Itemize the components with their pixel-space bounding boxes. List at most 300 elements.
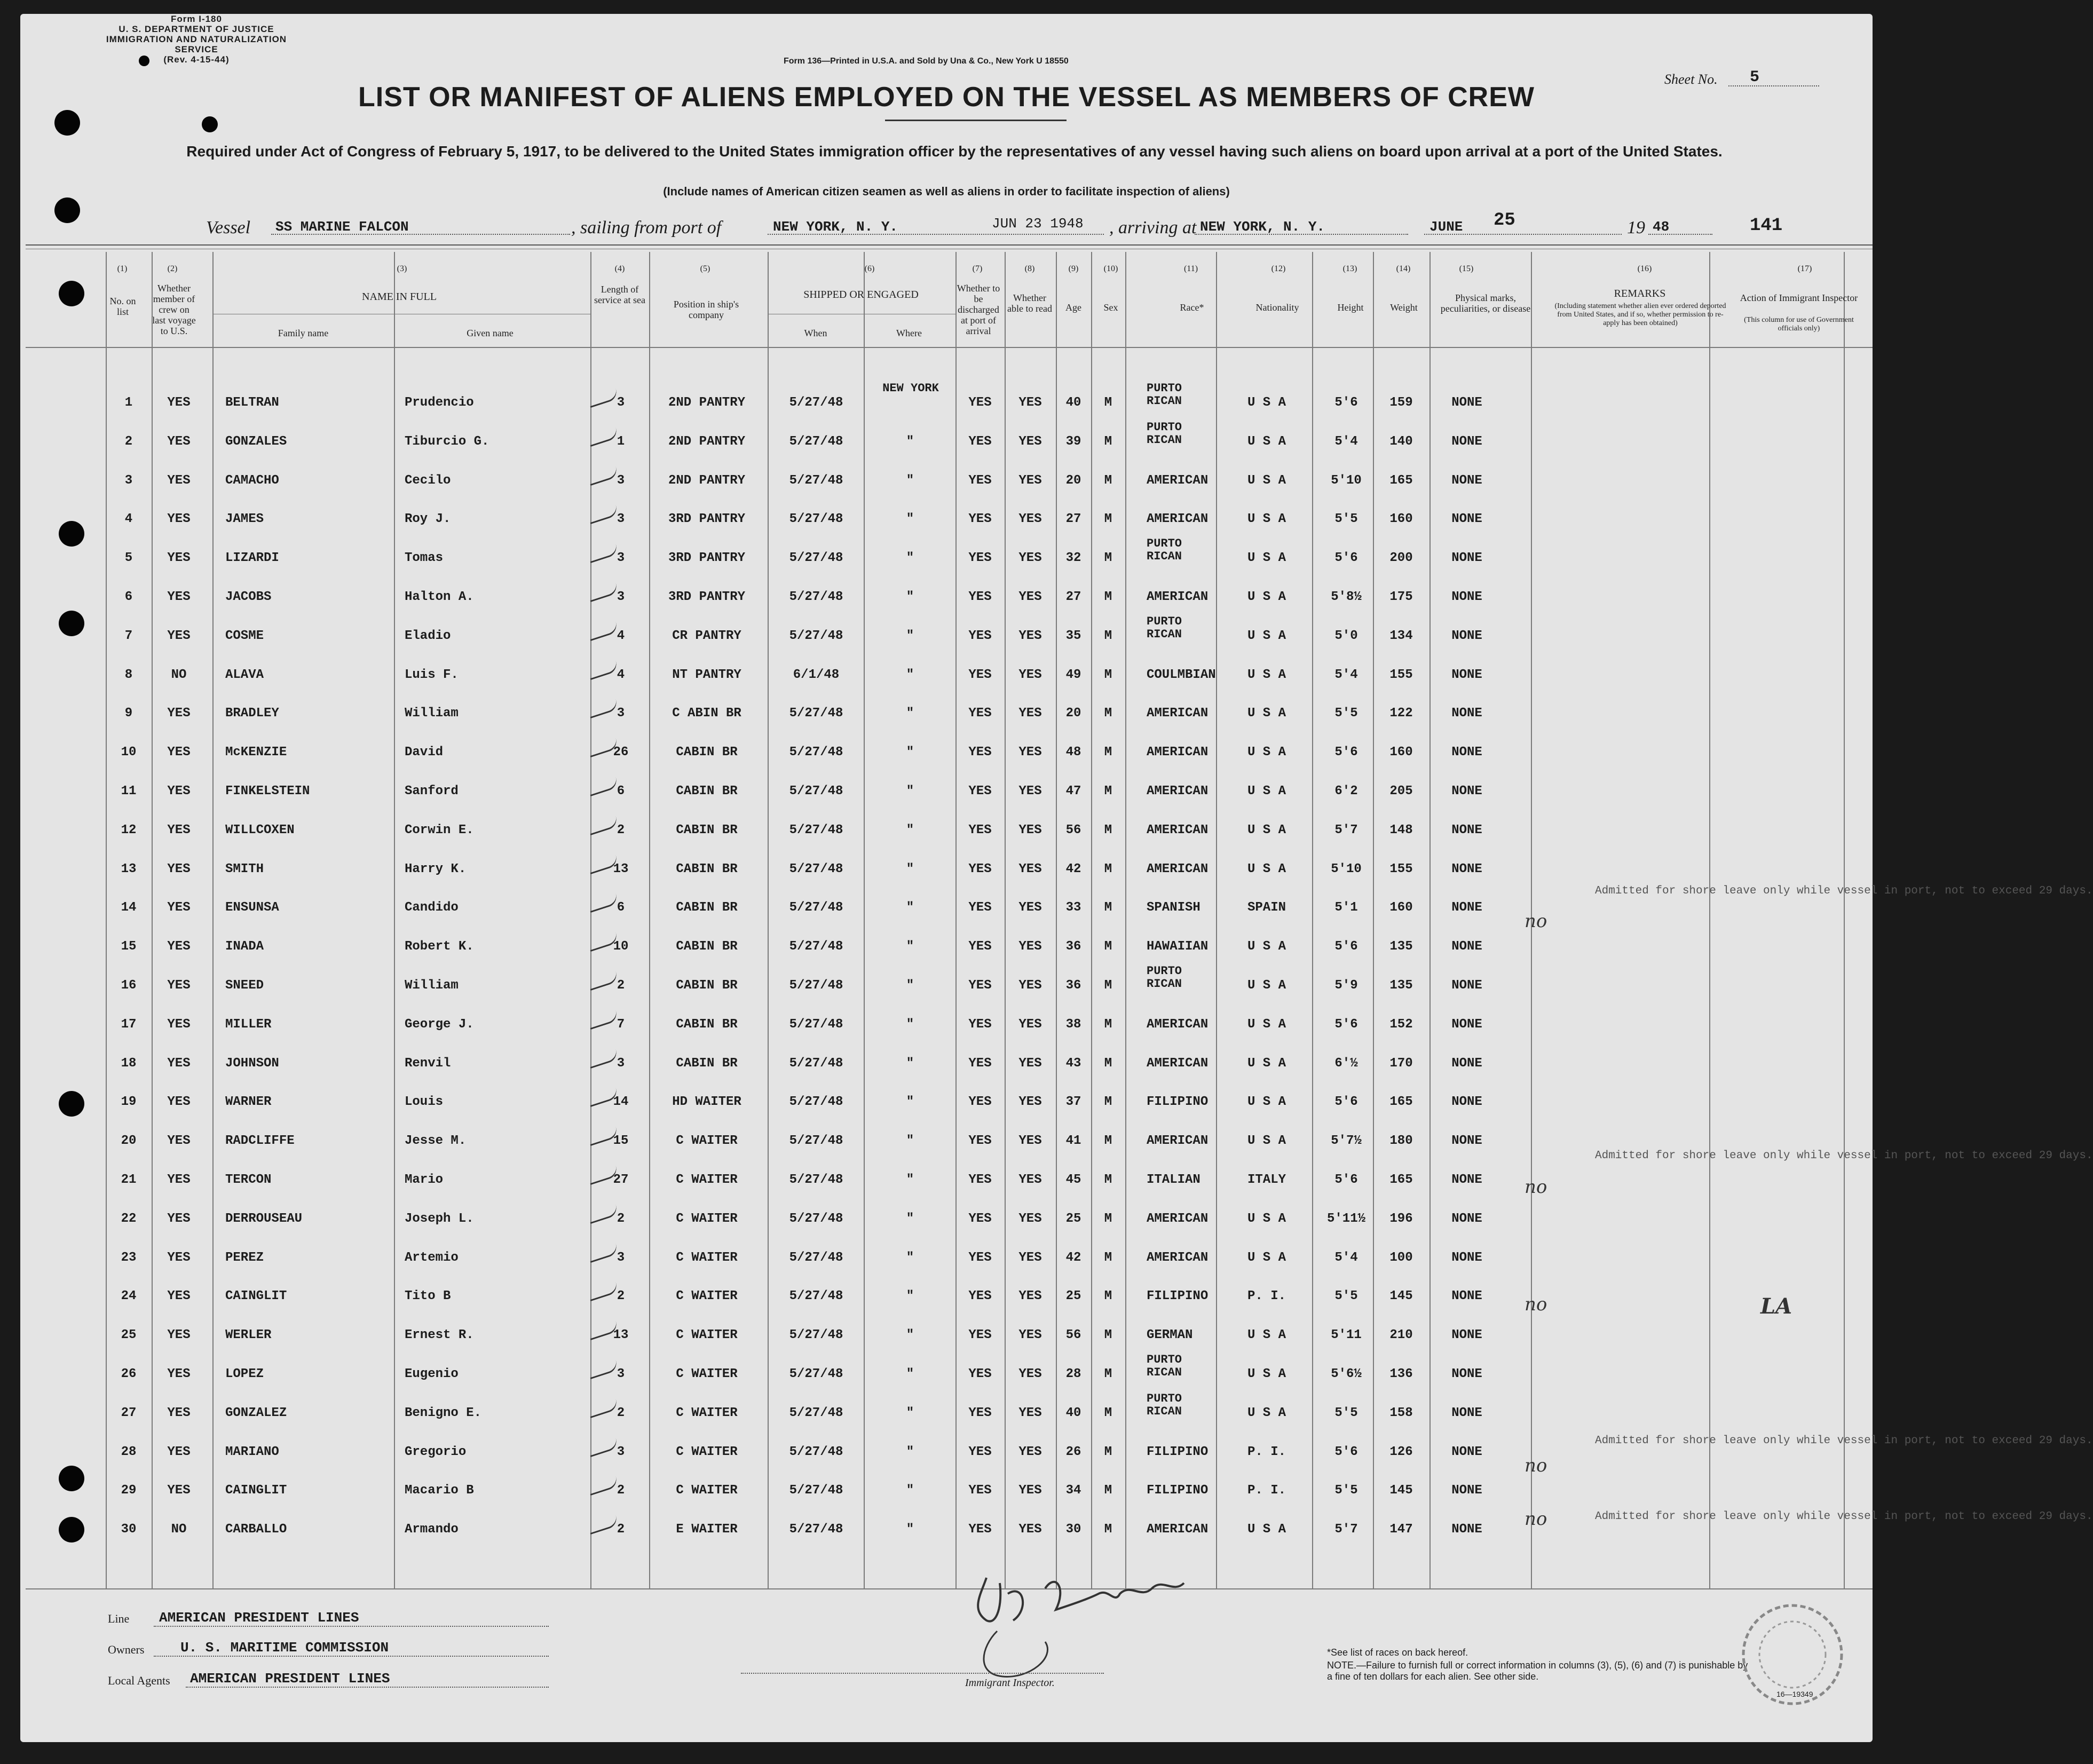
cell-crew: YES [167, 590, 191, 604]
cell-where: " [906, 1483, 914, 1498]
cell-position: C WAITER [676, 1367, 738, 1381]
grid-vline [152, 252, 153, 1588]
vessel-dotline [271, 234, 570, 235]
cell-position: C WAITER [676, 1289, 738, 1304]
cell-when: 5/27/48 [789, 1367, 843, 1381]
cell-service: 14 [613, 1095, 629, 1110]
cell-crew: YES [167, 1211, 191, 1226]
cell-phys: NONE [1451, 1367, 1482, 1381]
cell-given: Prudencio [405, 395, 474, 410]
col-num-11: (11) [1183, 264, 1198, 273]
cell-height: 5'10 [1331, 861, 1362, 876]
owners-dotline [154, 1656, 549, 1657]
cell-read: YES [1018, 822, 1042, 837]
cell-family: MARIANO [225, 1444, 279, 1459]
cell-nat: U S A [1247, 706, 1286, 721]
cell-given: Macario B [405, 1483, 474, 1498]
cell-position: 2ND PANTRY [668, 395, 746, 410]
line-value: AMERICAN PRESIDENT LINES [159, 1610, 359, 1626]
cell-height: 6'2 [1334, 784, 1358, 798]
cell-nat: U S A [1247, 1328, 1286, 1343]
cell-sex: M [1104, 784, 1112, 798]
cell-read: YES [1018, 1405, 1042, 1420]
cell-nat: U S A [1247, 1134, 1286, 1149]
cell-given: Artemio [405, 1250, 459, 1265]
cell-age: 47 [1065, 784, 1081, 798]
cell-family: TERCON [225, 1173, 272, 1187]
cell-disch: YES [968, 1134, 992, 1149]
cell-phys: NONE [1451, 1211, 1482, 1226]
cell-family: WARNER [225, 1095, 272, 1110]
cell-height: 5'6 [1334, 395, 1358, 410]
hdr-nationality: Nationality [1255, 302, 1299, 313]
cell-race: AMERICAN [1147, 861, 1209, 876]
cell-crew: YES [167, 628, 191, 643]
cell-weight: 147 [1389, 1522, 1413, 1537]
cell-when: 5/27/48 [789, 939, 843, 954]
cell-where: " [906, 1289, 914, 1304]
agents-dotline [186, 1687, 549, 1688]
action-mark-24: LA [1760, 1294, 1792, 1319]
cell-height: 5'6 [1334, 939, 1358, 954]
cell-position: NT PANTRY [672, 667, 741, 682]
cell-race: PURTO RICAN [1147, 614, 1182, 641]
cell-read: YES [1018, 1483, 1042, 1498]
cell-position: E WAITER [676, 1522, 738, 1537]
cell-read: YES [1018, 551, 1042, 566]
cell-service: 3 [617, 706, 625, 721]
col-num-15: (15) [1459, 264, 1474, 273]
cell-nat: U S A [1247, 1056, 1286, 1071]
cell-crew: YES [167, 1250, 191, 1265]
grid-vline [864, 252, 865, 1588]
cell-phys: NONE [1451, 1056, 1482, 1071]
cell-race: FILIPINO [1147, 1095, 1209, 1110]
cell-sex: M [1104, 939, 1112, 954]
cell-age: 27 [1065, 512, 1081, 527]
cell-age: 41 [1065, 1134, 1081, 1149]
cell-crew: YES [167, 745, 191, 760]
cell-age: 56 [1065, 822, 1081, 837]
cell-when: 5/27/48 [789, 745, 843, 760]
cell-service: 2 [617, 1289, 625, 1304]
cell-disch: YES [968, 1444, 992, 1459]
cell-position: C WAITER [676, 1134, 738, 1149]
cell-age: 30 [1065, 1522, 1081, 1537]
cell-sex: M [1104, 434, 1112, 449]
col-num-7: (7) [972, 264, 983, 273]
cell-nat: P. I. [1247, 1444, 1286, 1459]
service-name: IMMIGRATION AND NATURALIZATION SERVICE [106, 34, 287, 54]
cell-family: SMITH [225, 861, 264, 876]
cell-height: 5'11 [1331, 1328, 1362, 1343]
cell-given: Tomas [405, 551, 444, 566]
cell-where: " [906, 667, 914, 682]
hdr-when: When [804, 328, 827, 338]
cell-sex: M [1104, 1095, 1112, 1110]
cell-phys: NONE [1451, 745, 1482, 760]
cell-weight: 160 [1389, 900, 1413, 915]
owners-label: Owners [108, 1643, 145, 1656]
hdr-no-on-list: No. on list [109, 296, 136, 317]
cell-sex: M [1104, 1250, 1112, 1265]
cell-where: " [906, 706, 914, 721]
cell-weight: 145 [1389, 1289, 1413, 1304]
col-num-14: (14) [1396, 264, 1411, 273]
cell-no: 13 [121, 861, 137, 876]
cell-nat: U S A [1247, 473, 1286, 488]
cell-where: " [906, 590, 914, 604]
cell-sex: M [1104, 1367, 1112, 1381]
cell-given: Louis [405, 1095, 444, 1110]
cell-height: 5'6 [1334, 551, 1358, 566]
hdr-physical: Physical marks, peculiarities, or disease [1440, 292, 1531, 314]
cell-phys: NONE [1451, 628, 1482, 643]
cell-when: 5/27/48 [789, 473, 843, 488]
cell-position: CABIN BR [676, 861, 738, 876]
grid-vline [394, 252, 395, 1588]
cell-where: " [906, 939, 914, 954]
cell-disch: YES [968, 1173, 992, 1187]
cell-weight: 160 [1389, 512, 1413, 527]
cell-where: " [906, 1405, 914, 1420]
cell-height: 5'5 [1334, 1289, 1358, 1304]
cell-sex: M [1104, 861, 1112, 876]
cell-when: 5/27/48 [789, 551, 843, 566]
cell-no: 25 [121, 1328, 137, 1343]
cell-weight: 205 [1389, 784, 1413, 798]
cell-crew: YES [167, 1134, 191, 1149]
cell-read: YES [1018, 784, 1042, 798]
cell-race: COULMBIAN [1147, 667, 1216, 682]
cell-race: AMERICAN [1147, 1056, 1209, 1071]
cell-age: 49 [1065, 667, 1081, 682]
cell-read: YES [1018, 473, 1042, 488]
cell-service: 13 [613, 861, 629, 876]
cell-race: PURTO RICAN [1147, 382, 1182, 408]
cell-sex: M [1104, 1405, 1112, 1420]
cell-position: 3RD PANTRY [668, 512, 746, 527]
cell-phys: NONE [1451, 512, 1482, 527]
grid-vline [1216, 252, 1217, 1588]
cell-phys: NONE [1451, 1328, 1482, 1343]
cell-where: " [906, 1095, 914, 1110]
cell-where: " [906, 1367, 914, 1381]
cell-weight: 152 [1389, 1017, 1413, 1032]
cell-position: CABIN BR [676, 784, 738, 798]
grid-vline [955, 252, 957, 1588]
col-num-16: (16) [1637, 264, 1652, 273]
cell-position: C WAITER [676, 1173, 738, 1187]
punch-hole [54, 110, 80, 136]
cell-sex: M [1104, 1289, 1112, 1304]
date-dotline [1424, 234, 1622, 235]
sheet-label: Sheet No. [1664, 72, 1718, 87]
cell-family: McKENZIE [225, 745, 287, 760]
cell-read: YES [1018, 939, 1042, 954]
cell-family: ENSUNSA [225, 900, 279, 915]
cell-height: 5'6 [1334, 1444, 1358, 1459]
cell-family: JACOBS [225, 590, 272, 604]
cell-no: 30 [121, 1522, 137, 1537]
cell-crew: YES [167, 395, 191, 410]
cell-position: 2ND PANTRY [668, 434, 746, 449]
cell-when: 5/27/48 [789, 822, 843, 837]
cell-weight: 145 [1389, 1483, 1413, 1498]
arrival-month: JUNE [1429, 219, 1463, 235]
cell-no: 14 [121, 900, 137, 915]
remark-no-14: no [1525, 911, 1547, 932]
cell-where: " [906, 512, 914, 527]
cell-service: 13 [613, 1328, 629, 1343]
cell-service: 3 [617, 551, 625, 566]
races-note: *See list of races on back hereof. [1327, 1647, 1468, 1658]
col-num-9: (9) [1068, 264, 1079, 273]
cell-service: 15 [613, 1134, 629, 1149]
cell-read: YES [1018, 1367, 1042, 1381]
grid-vline [1005, 252, 1006, 1588]
cell-weight: 126 [1389, 1444, 1413, 1459]
cell-sex: M [1104, 1444, 1112, 1459]
cell-given: Joseph L. [405, 1211, 474, 1226]
cell-weight: 170 [1389, 1056, 1413, 1071]
cell-race: AMERICAN [1147, 706, 1209, 721]
cell-when: 5/27/48 [789, 1405, 843, 1420]
cell-no: 24 [121, 1289, 137, 1304]
cell-nat: U S A [1247, 784, 1286, 798]
cell-where: " [906, 1328, 914, 1343]
cell-no: 4 [124, 512, 133, 527]
cell-phys: NONE [1451, 1017, 1482, 1032]
cell-phys: NONE [1451, 1444, 1482, 1459]
cell-family: CAINGLIT [225, 1483, 287, 1498]
grid-vline [1312, 252, 1313, 1588]
cell-sex: M [1104, 1522, 1112, 1537]
cell-family: CAMACHO [225, 473, 279, 488]
cell-height: 5'7 [1334, 822, 1358, 837]
cell-crew: YES [167, 706, 191, 721]
cell-family: LIZARDI [225, 551, 279, 566]
cell-no: 21 [121, 1173, 137, 1187]
cell-given: William [405, 706, 459, 721]
cell-height: 5'1 [1334, 900, 1358, 915]
cell-age: 39 [1065, 434, 1081, 449]
cell-age: 25 [1065, 1211, 1081, 1226]
cell-read: YES [1018, 900, 1042, 915]
form-revision: (Rev. 4-15-44) [163, 54, 230, 65]
grid-vline [1709, 252, 1710, 1588]
cell-crew: YES [167, 434, 191, 449]
cell-phys: NONE [1451, 706, 1482, 721]
cell-position: CABIN BR [676, 978, 738, 993]
cell-position: C WAITER [676, 1211, 738, 1226]
cell-given: Luis F. [405, 667, 459, 682]
cell-read: YES [1018, 1444, 1042, 1459]
cell-age: 36 [1065, 978, 1081, 993]
cell-height: 5'7½ [1331, 1134, 1362, 1149]
col-num-13: (13) [1342, 264, 1357, 273]
cell-height: 5'6 [1334, 745, 1358, 760]
manifest-sheet [20, 14, 2093, 1742]
cell-race: AMERICAN [1147, 822, 1209, 837]
cell-nat: U S A [1247, 590, 1286, 604]
cell-family: GONZALEZ [225, 1405, 287, 1420]
cell-disch: YES [968, 434, 992, 449]
cell-read: YES [1018, 395, 1042, 410]
remark-no-21: no [1525, 1176, 1547, 1198]
cell-service: 3 [617, 590, 625, 604]
hdr-sex: Sex [1103, 302, 1118, 313]
cell-service: 2 [617, 978, 625, 993]
cell-read: YES [1018, 667, 1042, 682]
cell-age: 43 [1065, 1056, 1081, 1071]
cell-age: 20 [1065, 473, 1081, 488]
cell-service: 26 [613, 745, 629, 760]
cell-service: 2 [617, 822, 625, 837]
cell-given: George J. [405, 1017, 474, 1032]
cell-position: C WAITER [676, 1328, 738, 1343]
cell-weight: 160 [1389, 745, 1413, 760]
cell-race: FILIPINO [1147, 1483, 1209, 1498]
cell-crew: YES [167, 900, 191, 915]
hdr-height: Height [1337, 302, 1364, 313]
remark-stamp-28: Admitted for shore leave only while vessel in port, not to exceed 29 days. [1595, 1435, 2093, 1447]
cell-height: 5'10 [1331, 473, 1362, 488]
cell-no: 5 [124, 551, 133, 566]
cell-service: 3 [617, 512, 625, 527]
cell-nat: U S A [1247, 745, 1286, 760]
cell-service: 2 [617, 1211, 625, 1226]
cell-height: 5'0 [1334, 628, 1358, 643]
cell-crew: YES [167, 822, 191, 837]
hdr-action-note: (This column for use of Government officials only) [1744, 316, 1854, 333]
cell-when: 5/27/48 [789, 784, 843, 798]
cell-service: 27 [613, 1173, 629, 1187]
cell-sex: M [1104, 1211, 1112, 1226]
cell-read: YES [1018, 1017, 1042, 1032]
cell-crew: YES [167, 1289, 191, 1304]
cell-disch: YES [968, 1405, 992, 1420]
cell-when: 5/27/48 [789, 706, 843, 721]
cell-family: JOHNSON [225, 1056, 279, 1071]
cell-family: CARBALLO [225, 1522, 287, 1537]
cell-disch: YES [968, 706, 992, 721]
cell-phys: NONE [1451, 551, 1482, 566]
cell-height: 5'6 [1334, 1173, 1358, 1187]
cell-crew: YES [167, 784, 191, 798]
cell-disch: YES [968, 1289, 992, 1304]
sailing-port: NEW YORK, N. Y. [773, 219, 898, 235]
cell-nat: U S A [1247, 628, 1286, 643]
cell-weight: 180 [1389, 1134, 1413, 1149]
col-num-5: (5) [700, 264, 710, 273]
cell-read: YES [1018, 978, 1042, 993]
cell-nat: U S A [1247, 551, 1286, 566]
cell-weight: 148 [1389, 822, 1413, 837]
cell-sex: M [1104, 745, 1112, 760]
cell-where: NEW YORK [882, 382, 939, 395]
cell-no: 18 [121, 1056, 137, 1071]
remark-no-29: no [1525, 1508, 1547, 1530]
cell-race: AMERICAN [1147, 590, 1209, 604]
cell-height: 5'8½ [1331, 590, 1362, 604]
cell-no: 27 [121, 1405, 137, 1420]
cell-crew: YES [167, 473, 191, 488]
hdr-where: Where [896, 328, 922, 338]
cell-service: 3 [617, 473, 625, 488]
cell-given: Cecilo [405, 473, 451, 488]
cell-sex: M [1104, 551, 1112, 566]
cell-crew: YES [167, 1095, 191, 1110]
cell-family: DERROUSEAU [225, 1211, 303, 1226]
cell-height: 5'11½ [1326, 1211, 1365, 1226]
cell-race: AMERICAN [1147, 473, 1209, 488]
cell-where: " [906, 861, 914, 876]
cell-weight: 100 [1389, 1250, 1413, 1265]
cell-family: JAMES [225, 512, 264, 527]
grid-vline [768, 252, 769, 1588]
cell-position: 3RD PANTRY [668, 551, 746, 566]
hdr-read: Whether able to read [1007, 292, 1052, 314]
cell-race: HAWAIIAN [1147, 939, 1209, 954]
cell-read: YES [1018, 1328, 1042, 1343]
cell-age: 38 [1065, 1017, 1081, 1032]
cell-position: CABIN BR [676, 1017, 738, 1032]
cell-race: AMERICAN [1147, 784, 1209, 798]
cell-phys: NONE [1451, 900, 1482, 915]
cell-given: Corwin E. [405, 822, 474, 837]
cell-race: PURTO RICAN [1147, 964, 1182, 991]
cell-race: GERMAN [1147, 1328, 1193, 1343]
cell-phys: NONE [1451, 1250, 1482, 1265]
cell-disch: YES [968, 978, 992, 993]
cell-nat: U S A [1247, 667, 1286, 682]
cell-family: MILLER [225, 1017, 272, 1032]
punch-hole [59, 611, 84, 636]
cell-read: YES [1018, 1522, 1042, 1537]
cell-where: " [906, 434, 914, 449]
cell-disch: YES [968, 590, 992, 604]
cell-crew: YES [167, 939, 191, 954]
cell-weight: 210 [1389, 1328, 1413, 1343]
cell-sex: M [1104, 822, 1112, 837]
title-rule [885, 120, 1067, 121]
inspector-signature [949, 1562, 1227, 1684]
cell-no: 6 [124, 590, 133, 604]
page-title: LIST OR MANIFEST OF ALIENS EMPLOYED ON THE VESSEL AS MEMBERS OF CREW [358, 82, 1535, 113]
cell-nat: U S A [1247, 861, 1286, 876]
cell-sex: M [1104, 1017, 1112, 1032]
hdr-shipped-engaged: SHIPPED OR ENGAGED [803, 289, 919, 300]
cell-phys: NONE [1451, 978, 1482, 993]
cell-age: 25 [1065, 1289, 1081, 1304]
cell-crew: YES [167, 1367, 191, 1381]
cell-race: FILIPINO [1147, 1289, 1209, 1304]
cell-weight: 196 [1389, 1211, 1413, 1226]
cell-age: 27 [1065, 590, 1081, 604]
cell-family: PEREZ [225, 1250, 264, 1265]
col-num-17: (17) [1797, 264, 1812, 273]
inspector-dotline [741, 1673, 1104, 1674]
cell-crew: YES [167, 978, 191, 993]
cell-where: " [906, 551, 914, 566]
cell-disch: YES [968, 1017, 992, 1032]
cell-race: AMERICAN [1147, 1250, 1209, 1265]
cell-where: " [906, 1211, 914, 1226]
cell-sex: M [1104, 978, 1112, 993]
cell-family: WILLCOXEN [225, 822, 295, 837]
cell-read: YES [1018, 706, 1042, 721]
